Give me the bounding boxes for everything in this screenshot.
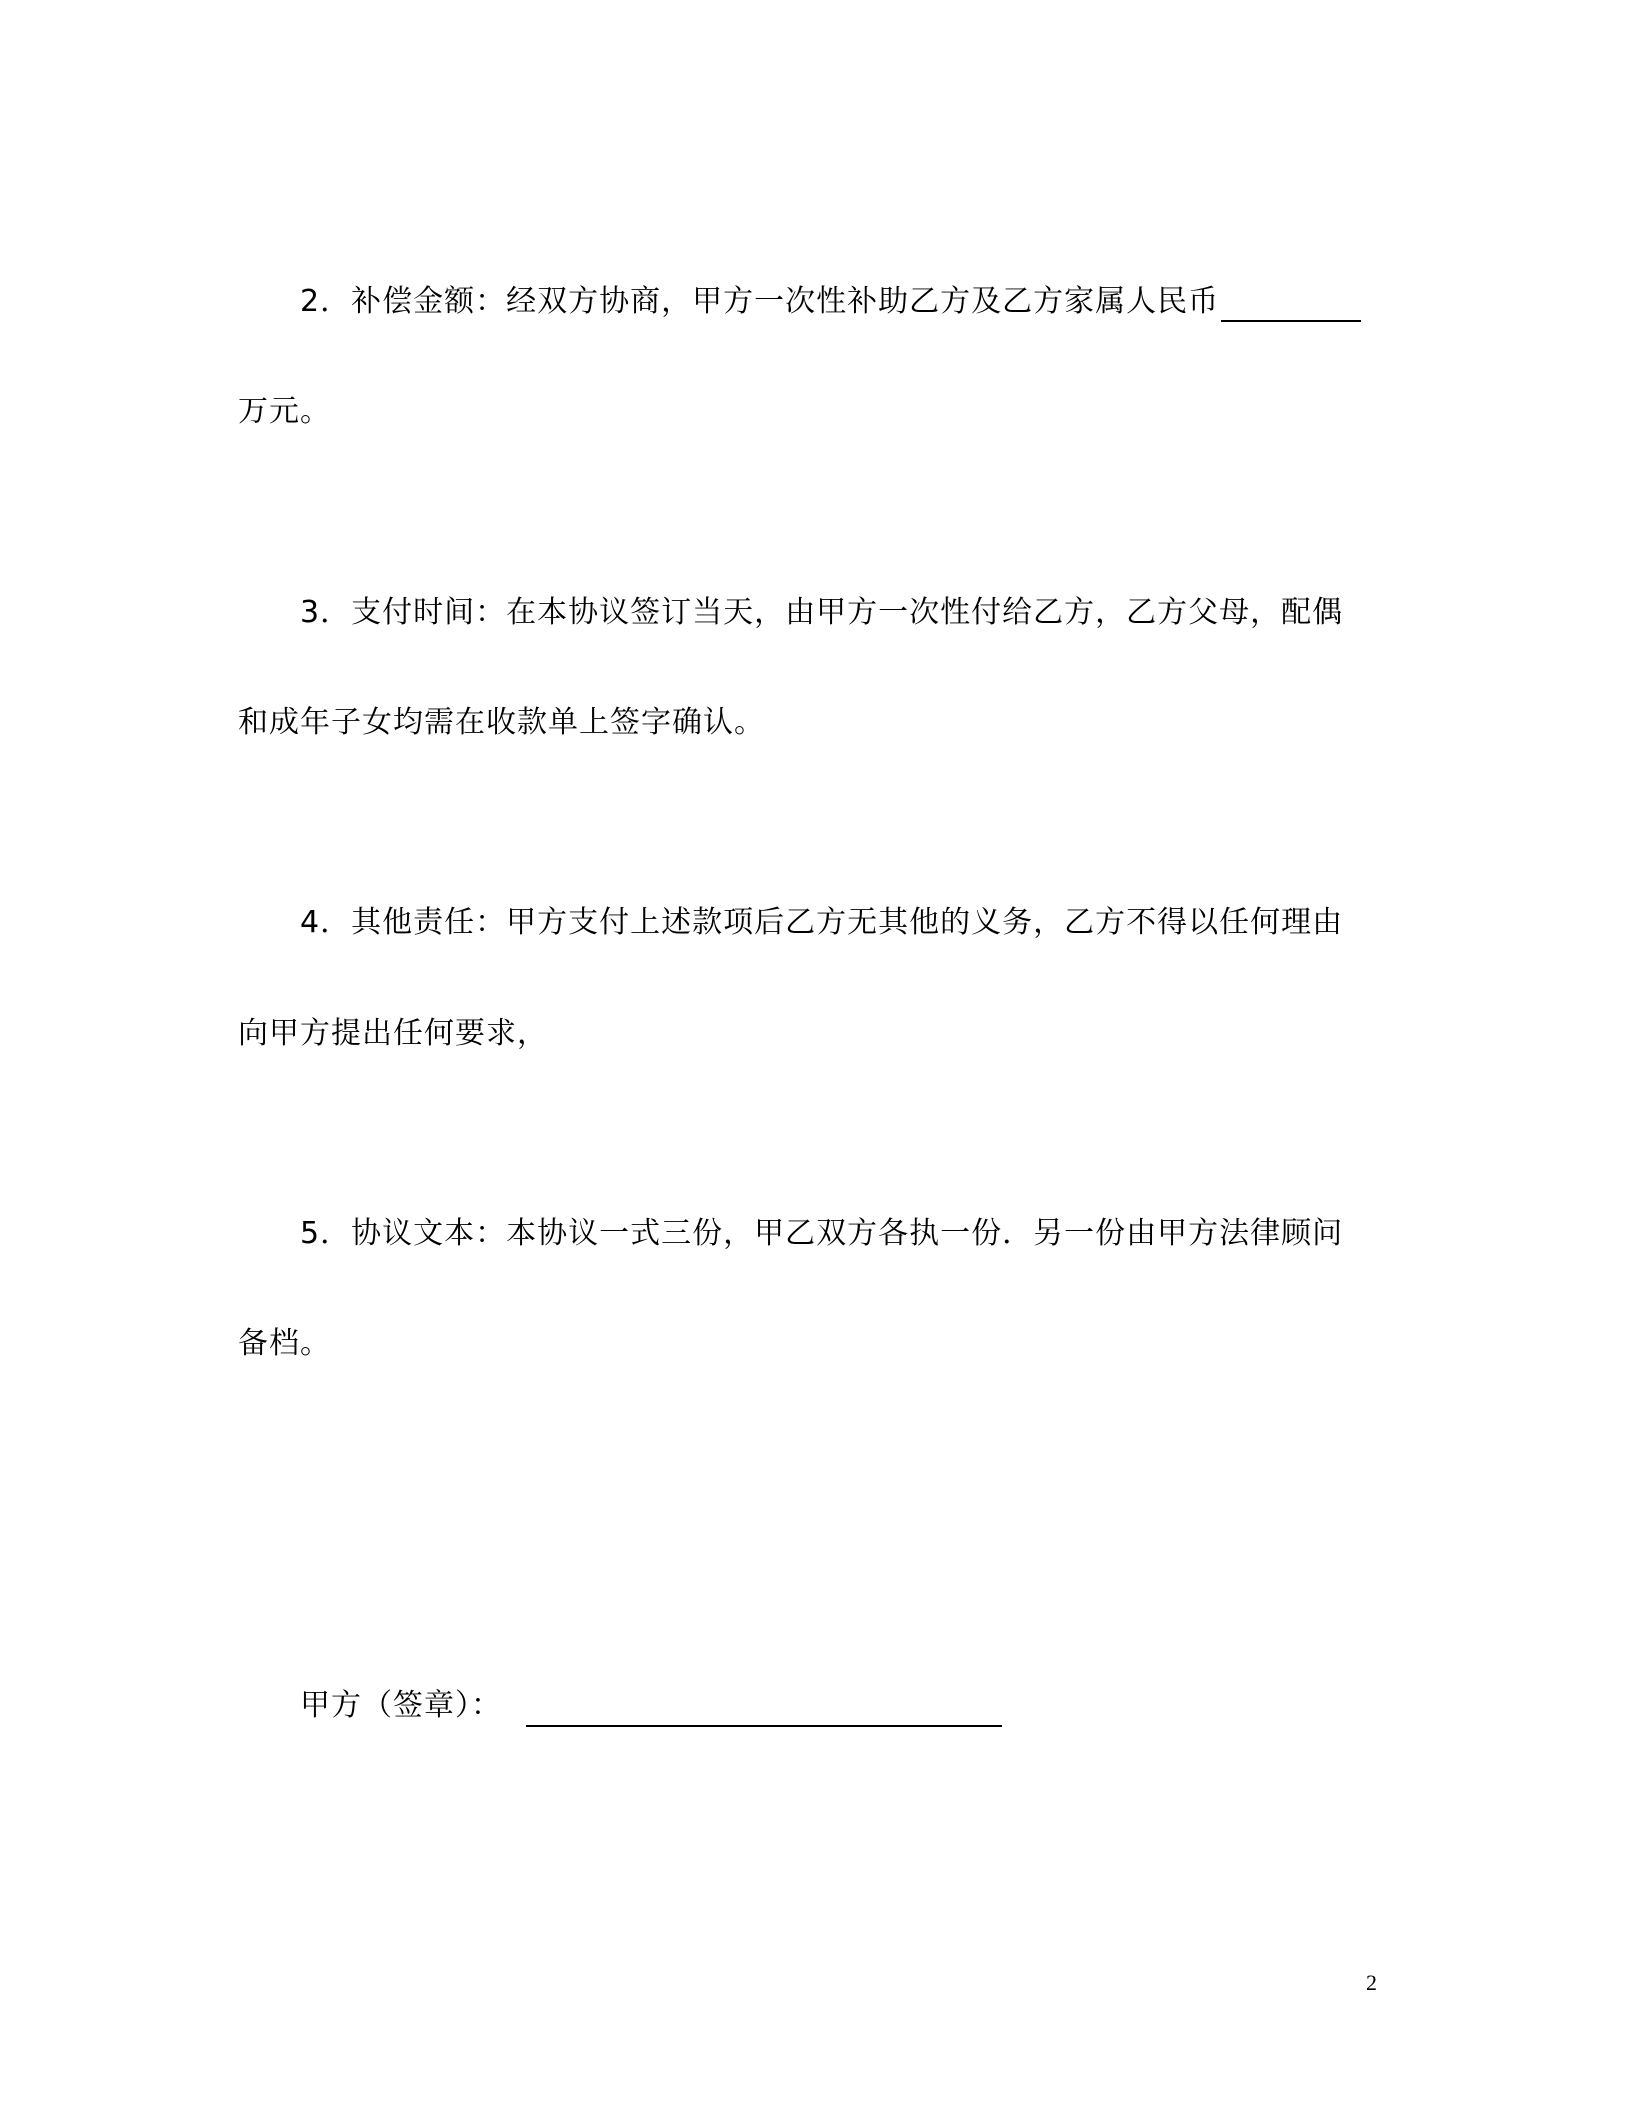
clause-5-line-2: 备档。 bbox=[238, 1326, 331, 1361]
clause-4-line-1: 4．其他责任：甲方支付上述款项后乙方无其他的义务，乙方不得以任何理由 bbox=[300, 905, 1344, 940]
clause-5-line-1: 5．协议文本：本协议一式三份，甲乙双方各执一份．另一份由甲方法律顾问 bbox=[300, 1216, 1344, 1251]
signature-line bbox=[526, 1725, 1002, 1727]
clause-2-line-2: 万元。 bbox=[238, 394, 331, 429]
clause-4-line-2: 向甲方提出任何要求， bbox=[238, 1016, 548, 1051]
amount-blank bbox=[1221, 290, 1361, 322]
clause-2-text: 2．补偿金额：经双方协商，甲方一次性补助乙方及乙方家属人民币 bbox=[300, 284, 1220, 319]
clause-2-line-1 bbox=[300, 282, 1361, 322]
party-a-signature-label: 甲方（签章）： bbox=[300, 1688, 502, 1723]
page-number: 2 bbox=[1366, 1970, 1377, 1995]
clause-3-line-2: 和成年子女均需在收款单上签字确认。 bbox=[238, 705, 765, 740]
clause-3-line-1: 3．支付时间：在本协议签订当天，由甲方一次性付给乙方，乙方父母，配偶 bbox=[300, 595, 1344, 630]
